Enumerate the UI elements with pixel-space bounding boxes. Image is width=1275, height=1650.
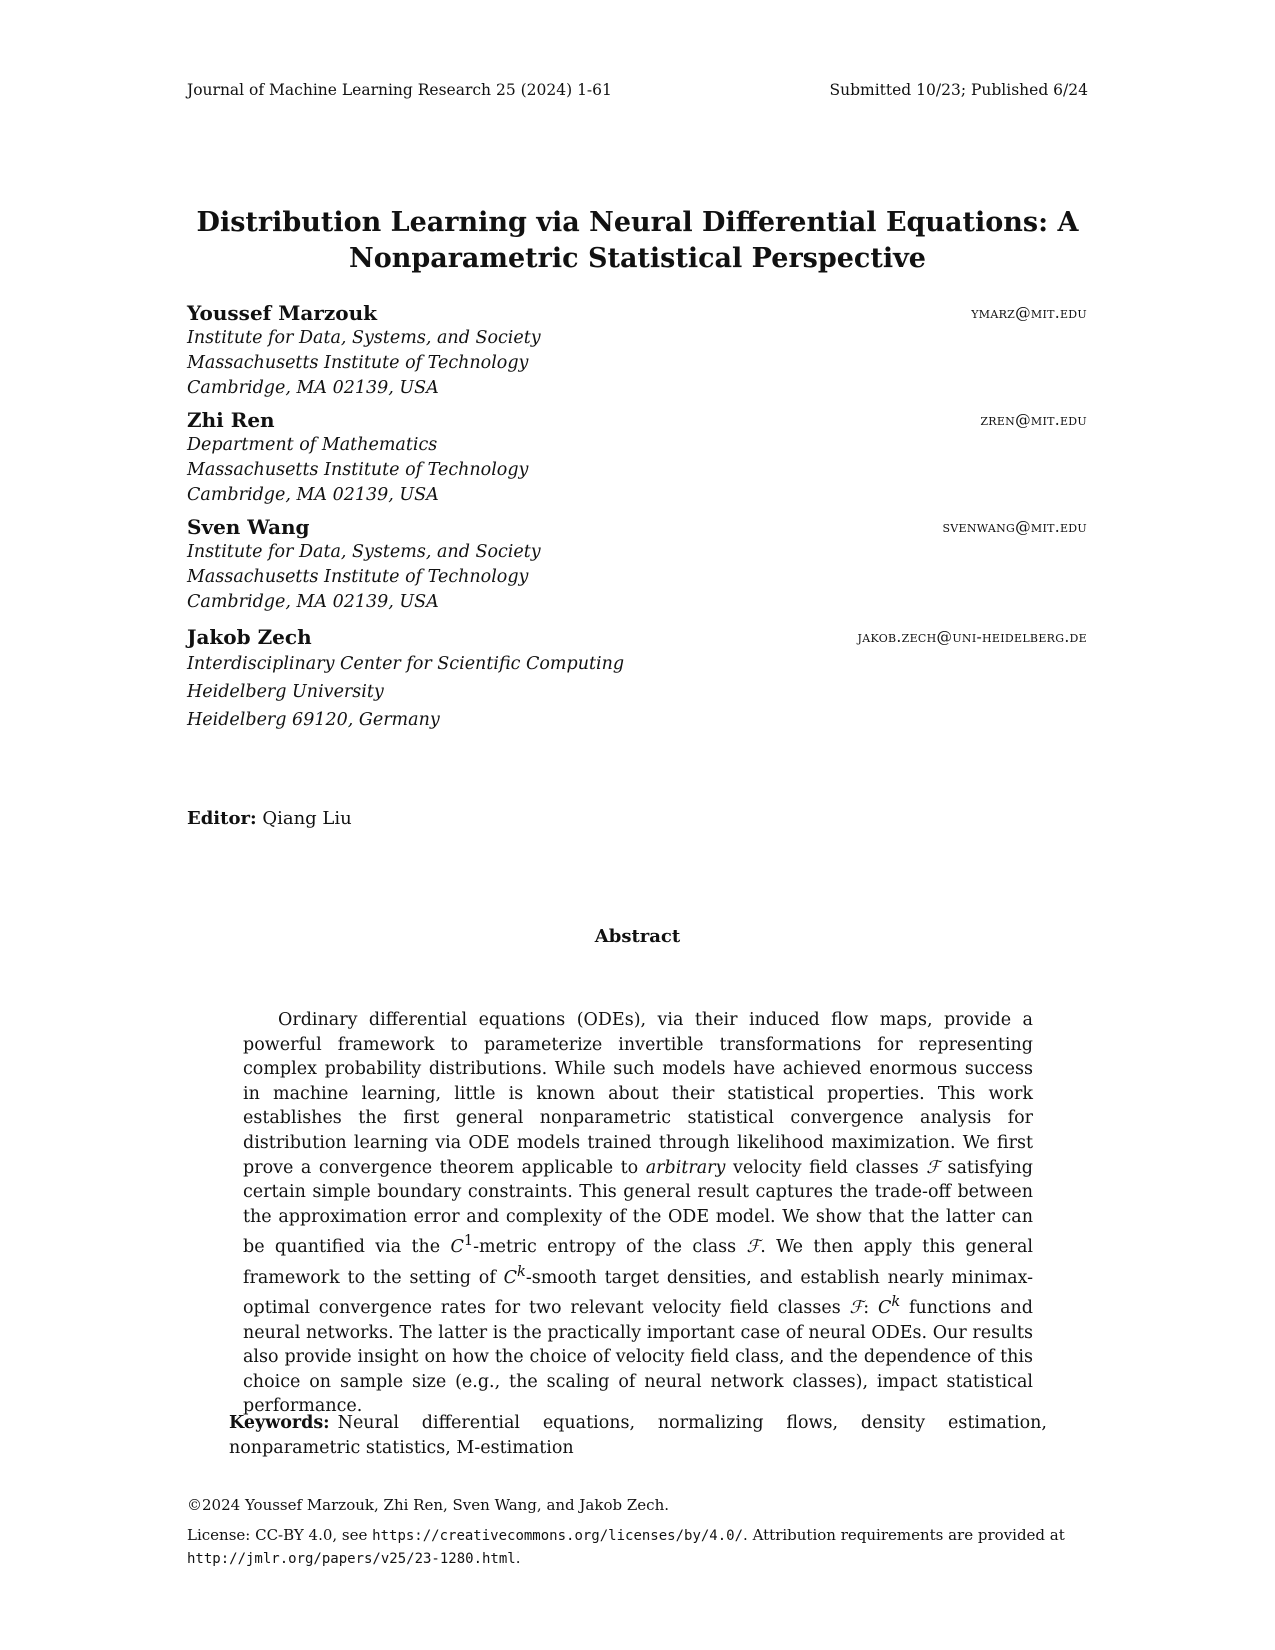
- editor-label: Editor:: [187, 808, 257, 829]
- author-affiliation: Cambridge, MA 02139, USA: [187, 592, 439, 612]
- author-email[interactable]: zren@mit.edu: [980, 411, 1087, 429]
- keywords-label: Keywords:: [229, 1413, 330, 1433]
- abstract-text: velocity field classes: [725, 1157, 927, 1178]
- abstract-heading: Abstract: [594, 926, 681, 947]
- math-symbol-C: C: [450, 1237, 464, 1258]
- author-affiliation: Cambridge, MA 02139, USA: [187, 378, 439, 398]
- abstract-text: :: [863, 1298, 878, 1319]
- copyright-notice: ©2024 Youssef Marzouk, Zhi Ren, Sven Wang, and Jakob Zech.: [187, 1496, 669, 1514]
- abstract-text: -smooth target densities, and establish nearly minimax-optimal convergence rates for two relevant velocity field classes: [243, 1267, 1033, 1319]
- author-name: Youssef Marzouk: [187, 301, 377, 325]
- paper-link[interactable]: http://jmlr.org/papers/v25/23-1280.html: [187, 1551, 516, 1567]
- author-affiliation: Institute for Data, Systems, and Society: [187, 328, 541, 348]
- editor-name: Qiang Liu: [262, 808, 352, 829]
- math-superscript: k: [891, 1293, 901, 1311]
- abstract-text: functions and neural networks. The latter is the practically important case of neural ODEs. Our results also provide insight on how the choice of velocity field class, and the dependence of this choice on sample size (e.g., the scaling of neural network classes), impact statistical performance.: [243, 1298, 1033, 1417]
- math-superscript: 1: [463, 1232, 474, 1250]
- abstract-text: . We then apply this general framework to the setting of: [243, 1237, 1033, 1288]
- editor-line: [187, 808, 352, 829]
- journal-header: Journal of Machine Learning Research 25 (2024) 1-61: [187, 81, 612, 99]
- math-symbol-F: ℱ: [746, 1237, 761, 1258]
- abstract-text: -metric entropy of the class: [473, 1237, 747, 1258]
- author-block: [187, 300, 1087, 401]
- author-name: Zhi Ren: [187, 408, 275, 432]
- abstract-emphasis: arbitrary: [645, 1157, 726, 1178]
- author-affiliation: Heidelberg University: [187, 682, 384, 702]
- abstract-body: [243, 1008, 1033, 1419]
- author-affiliation: Department of Mathematics: [187, 435, 438, 455]
- author-block: [187, 514, 1087, 615]
- math-symbol-F: ℱ: [926, 1157, 940, 1178]
- title-line-1: Distribution Learning via Neural Differential Equations: A: [196, 207, 1079, 238]
- author-affiliation: Massachusetts Institute of Technology: [187, 353, 529, 373]
- paper-title: [150, 205, 1125, 277]
- math-symbol-C: C: [878, 1298, 892, 1319]
- submission-dates: Submitted 10/23; Published 6/24: [829, 81, 1088, 99]
- author-name: Jakob Zech: [187, 625, 312, 649]
- author-affiliation: Heidelberg 69120, Germany: [187, 710, 440, 730]
- author-affiliation: Massachusetts Institute of Technology: [187, 567, 529, 587]
- author-affiliation: Interdisciplinary Center for Scientific Computing: [187, 654, 625, 674]
- author-block: [187, 624, 1087, 734]
- author-affiliation: Institute for Data, Systems, and Society: [187, 542, 541, 562]
- author-email[interactable]: jakob.zech@uni-heidelberg.de: [857, 628, 1087, 646]
- license-text: License: CC-BY 4.0, see: [187, 1526, 373, 1544]
- author-affiliation: Cambridge, MA 02139, USA: [187, 485, 439, 505]
- math-symbol-C: C: [503, 1267, 518, 1288]
- abstract-paragraph: [243, 1008, 1033, 1419]
- author-block: [187, 407, 1087, 508]
- keywords-text: Neural differential equations, normalizing flows, density estimation, nonparametric statistics, M-estimation: [229, 1413, 1047, 1458]
- license-text: .: [515, 1549, 521, 1567]
- license-text: . Attribution requirements are provided at: [743, 1526, 1065, 1544]
- math-superscript: k: [517, 1262, 526, 1280]
- keywords: [229, 1411, 1047, 1461]
- license-notice: [187, 1524, 1092, 1570]
- license-link[interactable]: https://creativecommons.org/licenses/by/4.0/: [372, 1528, 744, 1544]
- title-line-2: Nonparametric Statistical Perspective: [349, 243, 926, 274]
- author-name: Sven Wang: [187, 515, 310, 539]
- author-email[interactable]: ymarz@mit.edu: [971, 304, 1087, 322]
- abstract-text: Ordinary differential equations (ODEs), via their induced flow maps, provide a powerful framework to parameterize invertible transformations for representing complex probability distributions. While such models have achieved enormous success in machine learning, little is known about their statistical properties. This work establishes the first general nonparametric statistical convergence analysis for distribution learning via ODE models trained through likelihood maximization. We first prove a convergence theorem applicable to: [243, 1010, 1033, 1178]
- author-email[interactable]: svenwang@mit.edu: [942, 518, 1087, 536]
- author-affiliation: Massachusetts Institute of Technology: [187, 460, 529, 480]
- abstract-text: satisfying certain simple boundary constraints. This general result captures the trade-off between the approximation error and complexity of the ODE model. We show that the latter can be quantified via the: [243, 1157, 1033, 1258]
- math-symbol-F: ℱ: [849, 1298, 864, 1319]
